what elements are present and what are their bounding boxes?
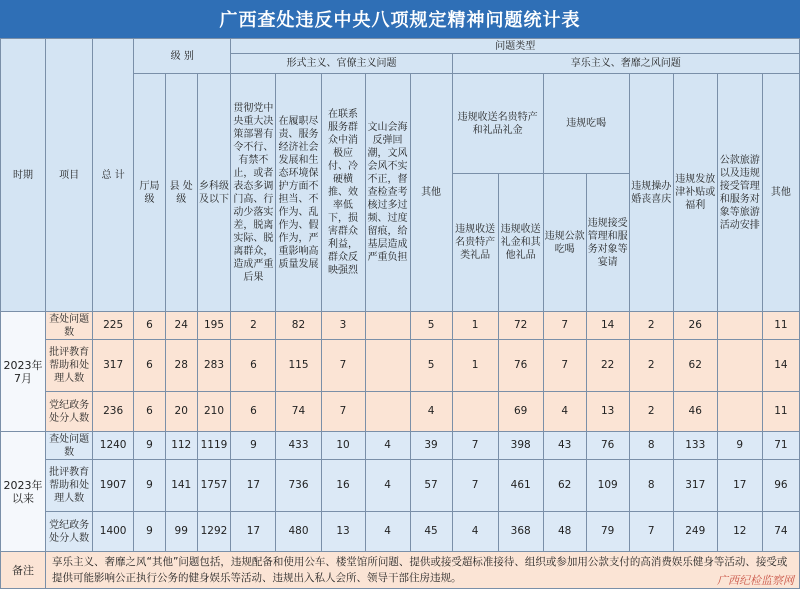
value-cell: 46	[673, 392, 717, 432]
value-cell: 7	[452, 460, 498, 512]
header-dining-public: 违规公款吃喝	[543, 174, 586, 312]
value-cell: 4	[365, 512, 410, 552]
value-cell: 12	[717, 512, 762, 552]
header-hedonism-allowance: 违规发放津补贴或福利	[673, 74, 717, 312]
value-cell: 14	[762, 340, 799, 392]
value-cell: 2	[629, 392, 673, 432]
value-cell: 461	[498, 460, 543, 512]
value-cell: 115	[276, 340, 321, 392]
table-row	[1, 312, 800, 340]
value-cell: 398	[498, 432, 543, 460]
row-label: 查处问题数	[46, 432, 93, 460]
header-formalism-service: 在联系服务群众中消极应付、冷硬横推、效率低下，损害群众利益，群众反映强烈	[321, 74, 365, 312]
header-gift-group: 违规收送名贵特产和礼品礼金	[452, 74, 543, 174]
value-cell: 14	[586, 312, 629, 340]
value-cell: 8	[629, 460, 673, 512]
value-cell: 16	[321, 460, 365, 512]
value-cell: 11	[762, 392, 799, 432]
value-cell: 96	[762, 460, 799, 512]
value-cell: 99	[165, 512, 197, 552]
value-cell: 480	[276, 512, 321, 552]
header-formalism-decision: 贯彻党中央重大决策部署有令不行、有禁不止，或者表态多调门高、行动少落实差，脱离实际、脱离群众，造成严重后果	[231, 74, 276, 312]
value-cell: 13	[586, 392, 629, 432]
value-cell: 236	[93, 392, 134, 432]
value-cell: 1757	[197, 460, 231, 512]
value-cell: 6	[231, 392, 276, 432]
value-cell: 71	[762, 432, 799, 460]
value-cell: 8	[629, 432, 673, 460]
row-label: 党纪政务处分人数	[46, 392, 93, 432]
header-dining-banquet: 违规接受管理和服务对象等宴请	[586, 174, 629, 312]
header-formalism-meetings: 文山会海反弹回潮，文风会风不实不正，督查检查考核过多过频、过度留痕，给基层造成严重负担	[365, 74, 410, 312]
value-cell: 5	[410, 312, 452, 340]
value-cell: 82	[276, 312, 321, 340]
header-level-bureau: 厅局级	[134, 74, 166, 312]
value-cell: 74	[762, 512, 799, 552]
value-cell: 39	[410, 432, 452, 460]
header-gift-specialty: 违规收送名贵特产类礼品	[452, 174, 498, 312]
table-row	[1, 432, 800, 460]
header-hedonism-other: 其他	[762, 74, 799, 312]
value-cell: 17	[231, 460, 276, 512]
value-cell: 62	[543, 460, 586, 512]
value-cell: 26	[673, 312, 717, 340]
header-hedonism-travel: 公款旅游以及违规接受管理和服务对象等旅游活动安排	[717, 74, 762, 312]
value-cell: 17	[717, 460, 762, 512]
value-cell: 249	[673, 512, 717, 552]
note-label: 备注	[1, 552, 46, 589]
value-cell: 5	[410, 340, 452, 392]
value-cell: 6	[134, 392, 166, 432]
value-cell: 7	[629, 512, 673, 552]
value-cell: 62	[673, 340, 717, 392]
header-formalism-duty: 在履职尽责、服务经济社会发展和生态环境保护方面不担当、不作为、乱作为、假作为，严重影响高质量发展	[276, 74, 321, 312]
table-title: 广西查处违反中央八项规定精神问题统计表	[0, 0, 800, 38]
note-text: 享乐主义、奢靡之风“其他”问题包括，违规配备和使用公车、楼堂馆所问题、提供或接受超标准接待、组织或参加用公款支付的高消费娱乐健身等活动、接受或提供可能影响公正执行公务的健身娱乐等活动、违规出入私人会所、领导干部住房违规。	[46, 552, 800, 589]
row-label: 批评教育帮助和处理人数	[46, 340, 93, 392]
value-cell: 133	[673, 432, 717, 460]
note-row	[1, 552, 800, 589]
watermark: 广西纪检监察网	[717, 574, 794, 587]
value-cell: 4	[410, 392, 452, 432]
header-level-township: 乡科级及以下	[197, 74, 231, 312]
row-label: 批评教育帮助和处理人数	[46, 460, 93, 512]
value-cell: 368	[498, 512, 543, 552]
value-cell	[717, 312, 762, 340]
value-cell: 6	[134, 312, 166, 340]
value-cell: 17	[231, 512, 276, 552]
value-cell: 109	[586, 460, 629, 512]
value-cell: 1119	[197, 432, 231, 460]
value-cell: 6	[134, 340, 166, 392]
value-cell: 13	[321, 512, 365, 552]
value-cell: 2	[629, 312, 673, 340]
value-cell: 57	[410, 460, 452, 512]
period-cell: 2023年7月	[1, 312, 46, 432]
value-cell: 433	[276, 432, 321, 460]
value-cell	[717, 392, 762, 432]
value-cell: 225	[93, 312, 134, 340]
value-cell: 7	[321, 392, 365, 432]
header-level-county: 县 处级	[165, 74, 197, 312]
value-cell: 7	[452, 432, 498, 460]
value-cell: 76	[498, 340, 543, 392]
value-cell: 283	[197, 340, 231, 392]
value-cell: 6	[231, 340, 276, 392]
value-cell: 28	[165, 340, 197, 392]
value-cell: 79	[586, 512, 629, 552]
value-cell: 317	[673, 460, 717, 512]
value-cell: 7	[543, 312, 586, 340]
value-cell: 7	[543, 340, 586, 392]
row-label: 查处问题数	[46, 312, 93, 340]
row-label: 党纪政务处分人数	[46, 512, 93, 552]
header-formalism-other: 其他	[410, 74, 452, 312]
value-cell: 43	[543, 432, 586, 460]
value-cell	[717, 340, 762, 392]
header-hedonism-group: 享乐主义、奢靡之风问题	[452, 54, 799, 74]
value-cell: 195	[197, 312, 231, 340]
value-cell: 9	[717, 432, 762, 460]
table-row	[1, 392, 800, 432]
value-cell: 1	[452, 340, 498, 392]
value-cell: 20	[165, 392, 197, 432]
header-hedonism-wedding: 违规操办婚丧喜庆	[629, 74, 673, 312]
value-cell: 4	[365, 460, 410, 512]
value-cell: 74	[276, 392, 321, 432]
value-cell: 4	[452, 512, 498, 552]
value-cell	[365, 340, 410, 392]
header-item: 项目	[46, 39, 93, 312]
value-cell: 22	[586, 340, 629, 392]
header-level: 级 别	[134, 39, 231, 74]
value-cell: 1292	[197, 512, 231, 552]
value-cell: 72	[498, 312, 543, 340]
value-cell: 9	[231, 432, 276, 460]
value-cell: 10	[321, 432, 365, 460]
value-cell: 9	[134, 512, 166, 552]
value-cell: 24	[165, 312, 197, 340]
value-cell: 4	[365, 432, 410, 460]
header-formalism-group: 形式主义、官僚主义问题	[231, 54, 452, 74]
value-cell: 45	[410, 512, 452, 552]
value-cell: 141	[165, 460, 197, 512]
value-cell	[365, 312, 410, 340]
header-problem-type: 问题类型	[231, 39, 800, 54]
statistics-table	[0, 38, 800, 589]
header-gift-cash: 违规收送礼金和其他礼品	[498, 174, 543, 312]
value-cell: 2	[629, 340, 673, 392]
value-cell: 317	[93, 340, 134, 392]
value-cell: 3	[321, 312, 365, 340]
header-period: 时期	[1, 39, 46, 312]
table-row	[1, 512, 800, 552]
value-cell	[452, 392, 498, 432]
value-cell: 4	[543, 392, 586, 432]
value-cell: 112	[165, 432, 197, 460]
value-cell: 736	[276, 460, 321, 512]
table-row	[1, 340, 800, 392]
header-dining-group: 违规吃喝	[543, 74, 629, 174]
value-cell: 48	[543, 512, 586, 552]
value-cell: 2	[231, 312, 276, 340]
value-cell: 210	[197, 392, 231, 432]
value-cell: 1907	[93, 460, 134, 512]
value-cell	[365, 392, 410, 432]
value-cell: 1	[452, 312, 498, 340]
header-total: 总 计	[93, 39, 134, 312]
table-row	[1, 460, 800, 512]
value-cell: 1240	[93, 432, 134, 460]
value-cell: 1400	[93, 512, 134, 552]
value-cell: 9	[134, 460, 166, 512]
value-cell: 69	[498, 392, 543, 432]
period-cell: 2023年以来	[1, 432, 46, 552]
value-cell: 9	[134, 432, 166, 460]
value-cell: 11	[762, 312, 799, 340]
value-cell: 7	[321, 340, 365, 392]
value-cell: 76	[586, 432, 629, 460]
